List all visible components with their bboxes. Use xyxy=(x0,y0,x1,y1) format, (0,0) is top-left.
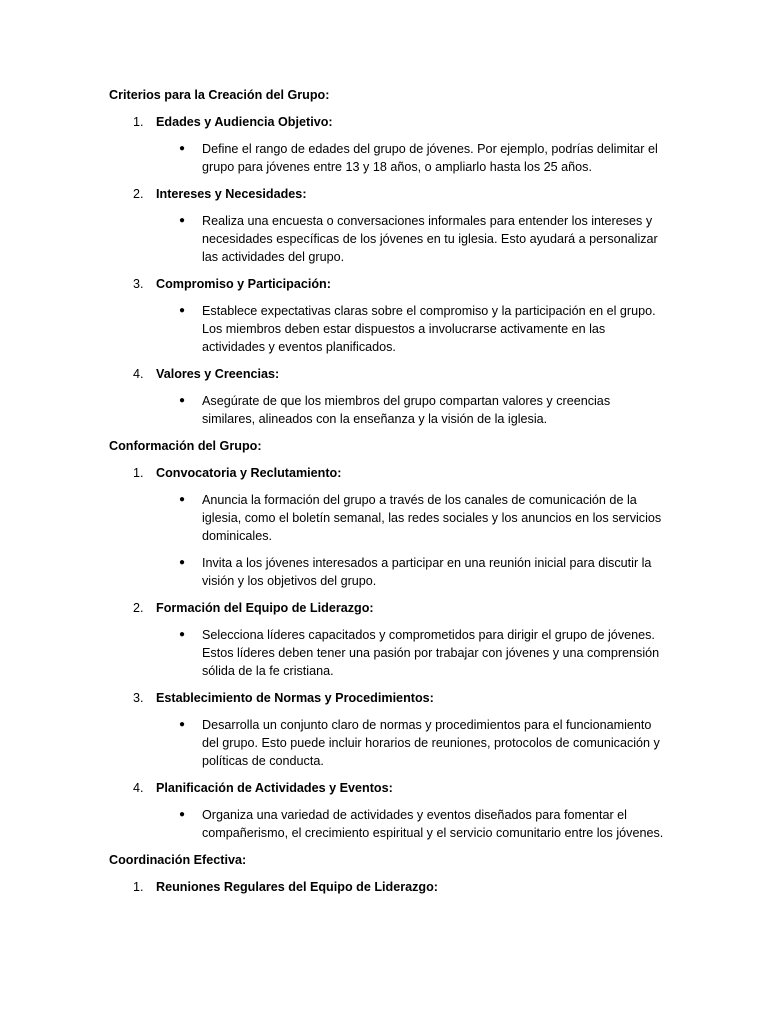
item-number: 3. xyxy=(133,277,144,291)
bullet-item xyxy=(109,554,665,590)
bullet-text: Define el rango de edades del grupo de jóvenes. Por ejemplo, podrías delimitar el grupo para jóvenes entre 13 y 18 años, o ampliarlo hasta los 25 años. xyxy=(202,142,658,174)
item-title: Intereses y Necesidades: xyxy=(156,187,307,201)
item-number: 1. xyxy=(133,880,144,894)
bullet-dot-icon: ● xyxy=(179,494,186,505)
numbered-item xyxy=(109,275,669,293)
bullet-item xyxy=(109,302,665,356)
item-number: 1. xyxy=(133,115,144,129)
numbered-item xyxy=(109,464,669,482)
bullet-text: Asegúrate de que los miembros del grupo compartan valores y creencias similares, alineados con la enseñanza y la visión de la iglesia. xyxy=(202,394,611,426)
bullet-dot-icon: ● xyxy=(179,557,186,568)
bullet-text: Organiza una variedad de actividades y eventos diseñados para fomentar el compañerismo, el crecimiento espiritual y el servicio comunitario entre los jóvenes. xyxy=(202,808,664,840)
bullet-text: Establece expectativas claras sobre el compromiso y la participación en el grupo. Los miembros deben estar dispuestos a involucrarse activamente en las actividades y eventos planificados. xyxy=(202,304,656,354)
bullet-item xyxy=(109,140,665,176)
item-title: Valores y Creencias: xyxy=(156,367,280,381)
bullet-item xyxy=(109,716,665,770)
bullet-dot-icon: ● xyxy=(179,719,186,730)
section-heading: Conformación del Grupo: xyxy=(109,439,262,453)
item-title: Establecimiento de Normas y Procedimientos: xyxy=(156,691,434,705)
bullet-text: Selecciona líderes capacitados y comprometidos para dirigir el grupo de jóvenes. Estos líderes deben tener una pasión por trabajar con jóvenes y una comprensión sólida de la fe cristiana. xyxy=(202,628,660,678)
item-title: Convocatoria y Reclutamiento: xyxy=(156,466,342,480)
numbered-item xyxy=(109,185,669,203)
bullet-text: Anuncia la formación del grupo a través de los canales de comunicación de la iglesia, como el boletín semanal, las redes sociales y los anuncios en los servicios dominicales. xyxy=(202,493,662,543)
bullet-dot-icon: ● xyxy=(179,305,186,316)
bullet-dot-icon: ● xyxy=(179,395,186,406)
bullet-dot-icon: ● xyxy=(179,809,186,820)
bullet-text: Invita a los jóvenes interesados a participar en una reunión inicial para discutir la visión y los objetivos del grupo. xyxy=(202,556,652,588)
bullet-text: Desarrolla un conjunto claro de normas y procedimientos para el funcionamiento del grupo. Esto puede incluir horarios de reuniones, protocolos de comunicación y políticas de conducta. xyxy=(202,718,660,768)
bullet-dot-icon: ● xyxy=(179,143,186,154)
item-title: Compromiso y Participación: xyxy=(156,277,331,291)
numbered-item xyxy=(109,689,669,707)
section-heading: Coordinación Efectiva: xyxy=(109,853,247,867)
item-number: 4. xyxy=(133,367,144,381)
bullet-item xyxy=(109,491,665,545)
item-number: 3. xyxy=(133,691,144,705)
bullet-item xyxy=(109,392,665,428)
numbered-item xyxy=(109,113,669,131)
document-body xyxy=(109,86,669,905)
item-title: Planificación de Actividades y Eventos: xyxy=(156,781,393,795)
bullet-item xyxy=(109,806,665,842)
numbered-item xyxy=(109,878,669,896)
item-number: 2. xyxy=(133,187,144,201)
item-title: Reuniones Regulares del Equipo de Liderazgo: xyxy=(156,880,439,894)
numbered-item xyxy=(109,599,669,617)
item-title: Edades y Audiencia Objetivo: xyxy=(156,115,333,129)
bullet-item xyxy=(109,212,665,266)
numbered-item xyxy=(109,365,669,383)
bullet-text: Realiza una encuesta o conversaciones informales para entender los intereses y necesidades específicas de los jóvenes en tu iglesia. Esto ayudará a personalizar las actividades del grupo. xyxy=(202,214,658,264)
bullet-dot-icon: ● xyxy=(179,215,186,226)
numbered-item xyxy=(109,779,669,797)
bullet-item xyxy=(109,626,665,680)
section-heading: Criterios para la Creación del Grupo: xyxy=(109,88,330,102)
bullet-dot-icon: ● xyxy=(179,629,186,640)
item-number: 2. xyxy=(133,601,144,615)
item-title: Formación del Equipo de Liderazgo: xyxy=(156,601,374,615)
item-number: 4. xyxy=(133,781,144,795)
item-number: 1. xyxy=(133,466,144,480)
